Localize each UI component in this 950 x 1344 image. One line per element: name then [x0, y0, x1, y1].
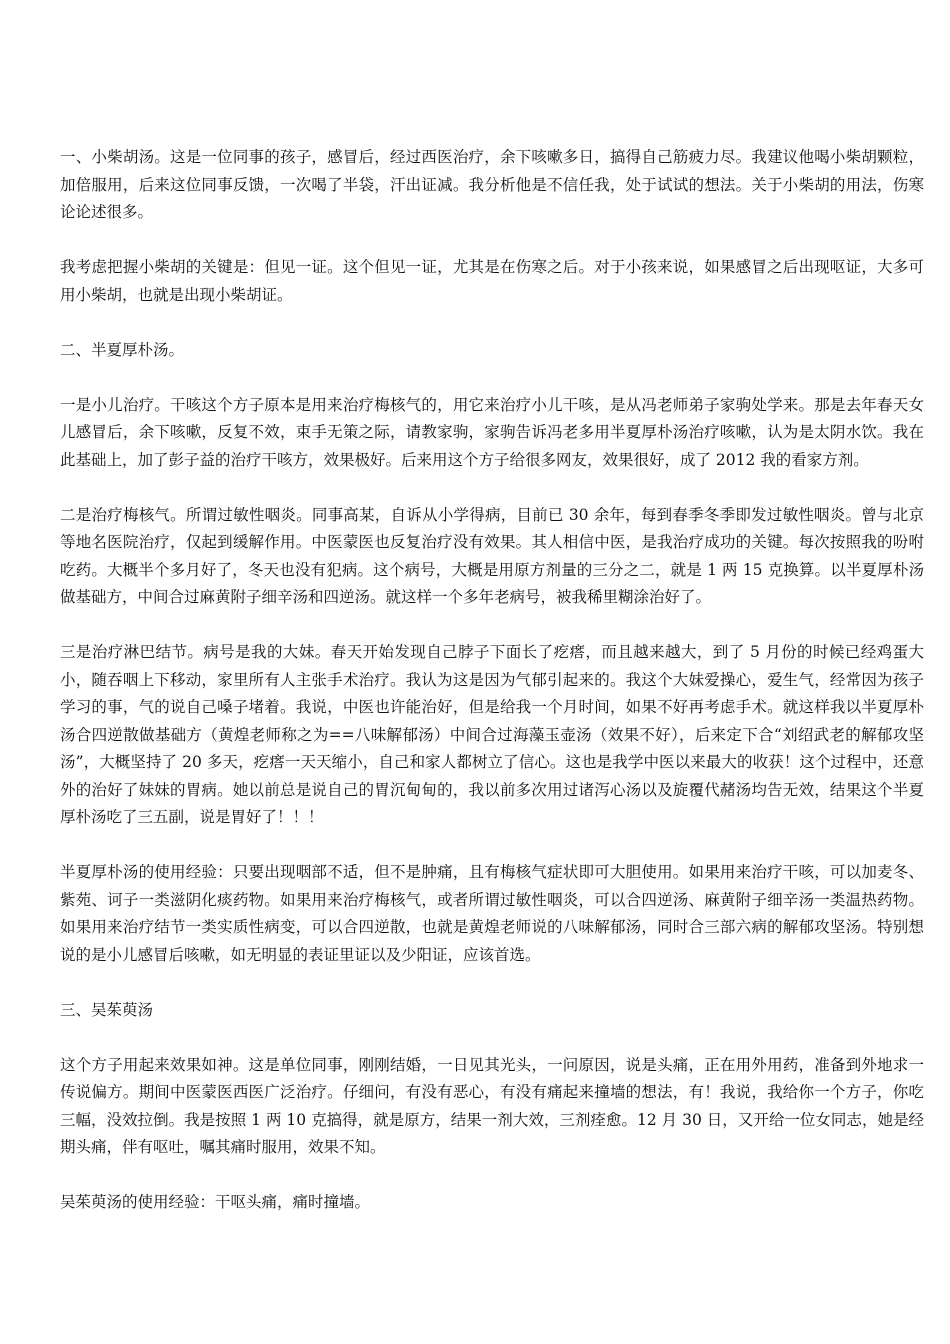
document-body — [60, 144, 924, 1244]
paragraph-wuzhuyu-experience: 吴茱萸汤的使用经验：干呕头痛，痛时撞墙。 — [60, 1193, 371, 1211]
paragraph-wuzhuyu-case: 这个方子用起来效果如神。这是单位同事，刚刚结婚，一日见其光头，一问原因，说是头痛，正在用外用药，准备到外地求一传说偏方。期间中医蒙医西医广泛治疗。仔细问，有没有恶心，有没有痛起来撞墙的想法，有！我说，我给你一个方子，你吃三幅，没效拉倒。我是按照 1 两 10 克搞得，就是原方，结果一剂大效，三剂痊愈。12 月 30 日，又开给一位女同志，她是经期头痛，伴有呕吐，嘱其痛时服用，效果不知。 — [60, 1055, 924, 1156]
paragraph-banxia-experience: 半夏厚朴汤的使用经验：只要出现咽部不适，但不是肿痛，且有梅核气症状即可大胆使用。如果用来治疗干咳，可以加麦冬、紫苑、诃子一类滋阴化痰药物。如果用来治疗梅核气，或者所谓过敏性咽炎，可以合四逆汤、麻黄附子细辛汤一类温热药物。如果用来治疗结节一类实质性病变，可以合四逆散，也就是黄煌老师说的八味解郁汤，同时合三部六病的解郁攻坚汤。特别想说的是小儿感冒后咳嗽，如无明显的表证里证以及少阳证，应该首选。 — [60, 863, 924, 964]
paragraph-lymph-nodule: 三是治疗淋巴结节。病号是我的大妹。春天开始发现自己脖子下面长了疙瘩，而且越来越大，到了 5 月份的时候已经鸡蛋大小，随吞咽上下移动，家里所有人主张手术治疗。我认为这是因为气郁引起来的。我这个大妹爱操心，爱生气，经常因为孩子学习的事，气的说自己嗓子堵着。我说，中医也许能治好，但是给我一个月时间，如果不好再考虑手术。就这样我以半夏厚朴汤合四逆散做基础方（黄煌老师称之为==八味解郁汤）中间合过海藻玉壶汤（效果不好），后来定下合“刘绍武老的解郁攻坚汤”，大概坚持了 20 多天，疙瘩一天天缩小，自己和家人都树立了信心。这也是我学中医以来最大的收获！这个过程中，还意外的治好了妹妹的胃病。她以前总是说自己的胃沉甸甸的，我以前多次用过诸泻心汤以及旋覆代赭汤均告无效，结果这个半夏厚朴汤吃了三五副，说是胃好了！！！ — [60, 643, 924, 826]
section-heading-banxia-houpu: 二、半夏厚朴汤。 — [60, 340, 185, 359]
section-heading-wuzhuyu: 三、吴茱萸汤 — [60, 1000, 154, 1019]
paragraph-meihe-qi: 二是治疗梅核气。所谓过敏性咽炎。同事高某，自诉从小学得病，目前已 30 余年，每到春季冬季即发过敏性咽炎。曾与北京等地名医院治疗，仅起到缓解作用。中医蒙医也反复治疗没有效果。其人相信中医，是我治疗成功的关键。每次按照我的吩咐吃药。大概半个多月好了，冬天也没有犯病。这个病号，大概是用原方剂量的三分之二，就是 1 两 15 克换算。以半夏厚朴汤做基础方，中间合过麻黄附子细辛汤和四逆汤。就这样一个多年老病号，被我稀里糊涂治好了。 — [60, 505, 924, 606]
paragraph-child-treatment: 一是小儿治疗。干咳这个方子原本是用来治疗梅核气的，用它来治疗小儿干咳，是从冯老师弟子家驹处学来。那是去年春天女儿感冒后，余下咳嗽，反复不效，束手无策之际，请教家驹，家驹告诉冯老多用半夏厚朴汤治疗咳嗽，认为是太阴水饮。我在此基础上，加了彭子益的治疗干咳方，效果极好。后来用这个方子给很多网友，效果很好，成了 2012 我的看家方剂。 — [60, 395, 924, 469]
paragraph-xiaochaihu-key: 我考虑把握小柴胡的关键是：但见一证。这个但见一证，尤其是在伤寒之后。对于小孩来说，如果感冒之后出现呕证，大多可用小柴胡，也就是出现小柴胡证。 — [60, 258, 924, 304]
paragraph-xiaochaihu-case: 一、小柴胡汤。这是一位同事的孩子，感冒后，经过西医治疗，余下咳嗽多日，搞得自己筋疲力尽。我建议他喝小柴胡颗粒，加倍服用，后来这位同事反馈，一次喝了半袋，汗出证减。我分析他是不信任我，处于试试的想法。关于小柴胡的用法，伤寒论论述很多。 — [60, 148, 924, 221]
